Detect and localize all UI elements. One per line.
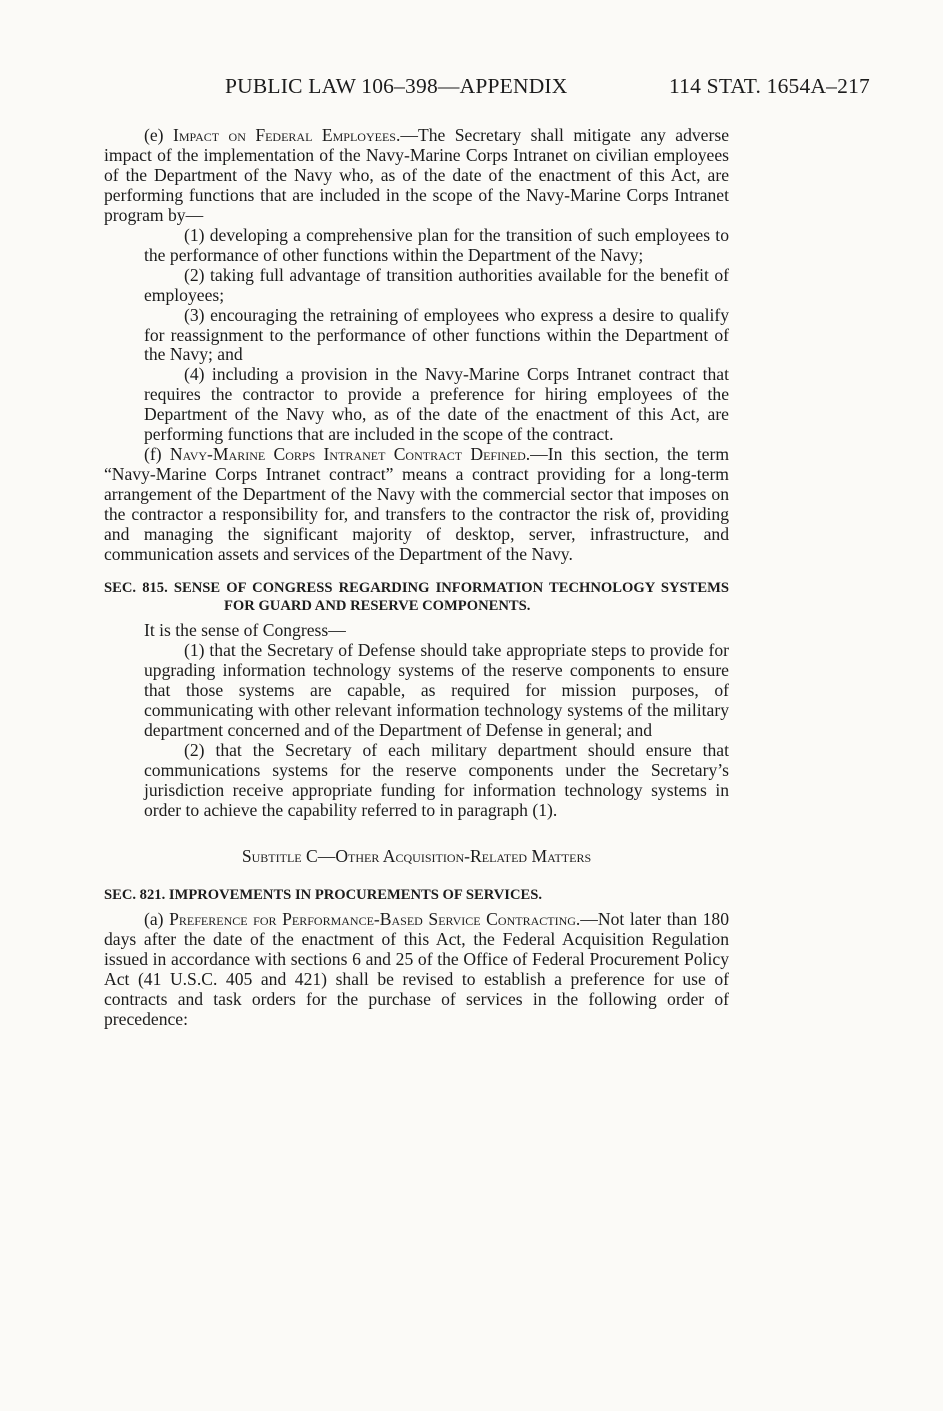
list-item: (3) encouraging the retraining of employees who express a desire to qualify for reassignment to the performance of other functions within the Department of the Navy; and <box>144 304 729 365</box>
subtitle-heading: Subtitle C—Other Acquisition-Related Matters <box>241 845 592 866</box>
section-815-heading: SEC. 815. SENSE OF CONGRESS REGARDING INFORMATION TECHNOLOGY SYSTEMS FOR GUARD AND RESERVE COMPONENTS. <box>104 579 729 614</box>
section-815-intro: It is the sense of Congress— <box>144 619 346 640</box>
subsection-f-text: —In this section, the term “Navy-Marine Corps Intranet contract” means a contract providing for a long-term arrangement of the Department of the Navy with the commercial sector that imposes on the contractor a responsibility for, and transfers to the contractor the risk of, providing and managing the significant majority of desktop, server, infrastructure, and communication assets and services of the Department of the Navy. <box>104 444 730 565</box>
subsection-f: (f) Navy-Marine Corps Intranet Contract Defined.—In this section, the term “Navy-Marine Corps Intranet contract” means a contract providing for a long-term arrangement of the Department of the Navy with the commercial sector that imposes on the contractor a responsibility for, and transfers to the contractor the risk of, providing and managing the significant majority of desktop, server, infrastructure, and communication assets and services of the Department of the Navy. <box>104 444 730 565</box>
subsection-e-text: —The Secretary shall mitigate any adverse impact of the implementation of the Navy-Marine Corps Intranet on civilian employees of the Department of the Navy who, as of the date of the enactment of this Act, are performing functions that are included in the scope of the Navy-Marine Corps Intranet program by— <box>104 125 729 225</box>
body-text <box>104 126 729 1030</box>
subsection-a-heading: Preference for Performance-Based Service Contracting. <box>169 909 581 930</box>
list-item: (1) developing a comprehensive plan for the transition of such employees to the performance of other functions within the Department of the Navy; <box>144 224 729 265</box>
subsection-e: (e) Impact on Federal Employees.—The Secretary shall mitigate any adverse impact of the implementation of the Navy-Marine Corps Intranet on civilian employees of the Department of the Navy who, as of the date of the enactment of this Act, are performing functions that are included in the scope of the Navy-Marine Corps Intranet program by— <box>104 125 729 225</box>
list-item: (4) including a provision in the Navy-Marine Corps Intranet contract that requires the contractor to provide a preference for hiring employees of the Department of the Navy who, as of the date of the enactment of this Act, are performing functions that are included in the scope of the contract. <box>144 364 729 445</box>
section-821-heading: SEC. 821. IMPROVEMENTS IN PROCUREMENTS OF SERVICES. <box>104 887 543 904</box>
page-header <box>225 74 870 99</box>
list-item: (2) that the Secretary of each military department should ensure that communications systems for the reserve components under the Secretary’s jurisdiction receive appropriate funding for information technology systems in order to achieve the capability referred to in paragraph (1). <box>144 739 729 820</box>
subsection-f-heading: Navy-Marine Corps Intranet Contract Defined. <box>169 444 531 465</box>
list-item: (2) taking full advantage of transition authorities available for the benefit of employees; <box>144 264 729 305</box>
section-821-subsection-a: (a) Preference for Performance-Based Service Contracting.—Not later than 180 days after the date of the enactment of this Act, the Federal Acquisition Regulation issued in accordance with sections 6 and 25 of the Office of Federal Procurement Policy Act (41 U.S.C. 405 and 421) shall be revised to establish a preference for use of contracts and task orders for the purchase of services in the following order of precedence: <box>104 909 729 1030</box>
list-item: (1) that the Secretary of Defense should take appropriate steps to provide for upgrading information technology systems of the reserve components to ensure that those systems are capable, as required for mission purposes, of communicating with other relevant information technology systems of the military department concerned and of the Department of Defense in general; and <box>144 639 729 740</box>
subsection-e-heading: Impact on Federal Employees. <box>172 125 401 145</box>
header-statute-cite: 114 STAT. 1654A–217 <box>669 74 870 98</box>
header-law-title: PUBLIC LAW 106–398—APPENDIX <box>225 74 568 98</box>
subsection-a-text: —Not later than 180 days after the date of the enactment of this Act, the Federal Acquisition Regulation issued in accordance with sections 6 and 25 of the Office of Federal Procurement Policy Act (41 U.S.C. 405 and 421) shall be revised to establish a preference for use of contracts and task orders for the purchase of services in the following order of precedence: <box>104 909 729 1030</box>
